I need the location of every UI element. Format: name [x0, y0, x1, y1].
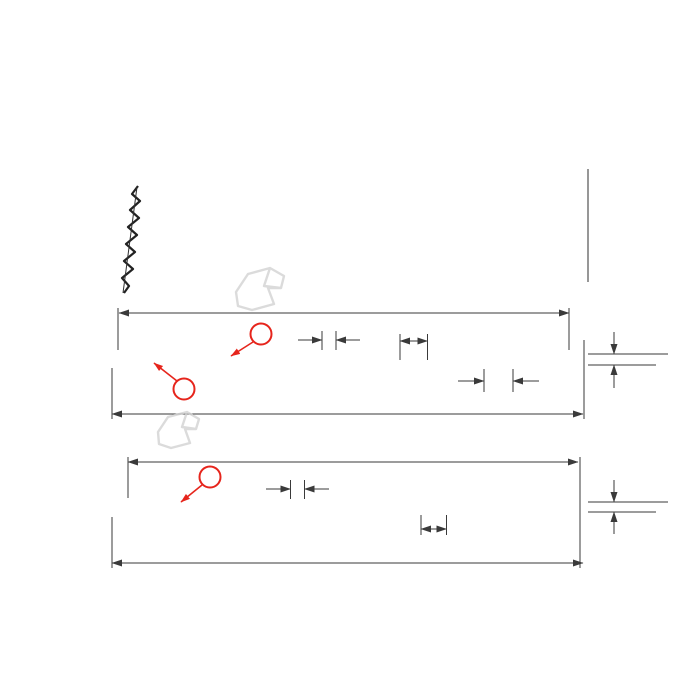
watermark-lower — [158, 412, 199, 448]
label-leader-b — [231, 342, 253, 356]
label-circle-r — [200, 467, 221, 488]
label-leader-r — [181, 485, 202, 502]
label-circle-b — [251, 324, 272, 345]
brand-logo-outline — [158, 412, 199, 448]
cross-section-top — [112, 308, 668, 419]
brand-logo-outline — [236, 268, 284, 310]
cross-section-bottom — [112, 457, 668, 568]
sheet-3d-view — [122, 169, 588, 293]
label-leader-a — [154, 363, 177, 381]
watermark-upper — [236, 268, 284, 310]
sheet-3d-cut-edge-inner — [123, 187, 137, 293]
label-circle-a — [174, 379, 195, 400]
